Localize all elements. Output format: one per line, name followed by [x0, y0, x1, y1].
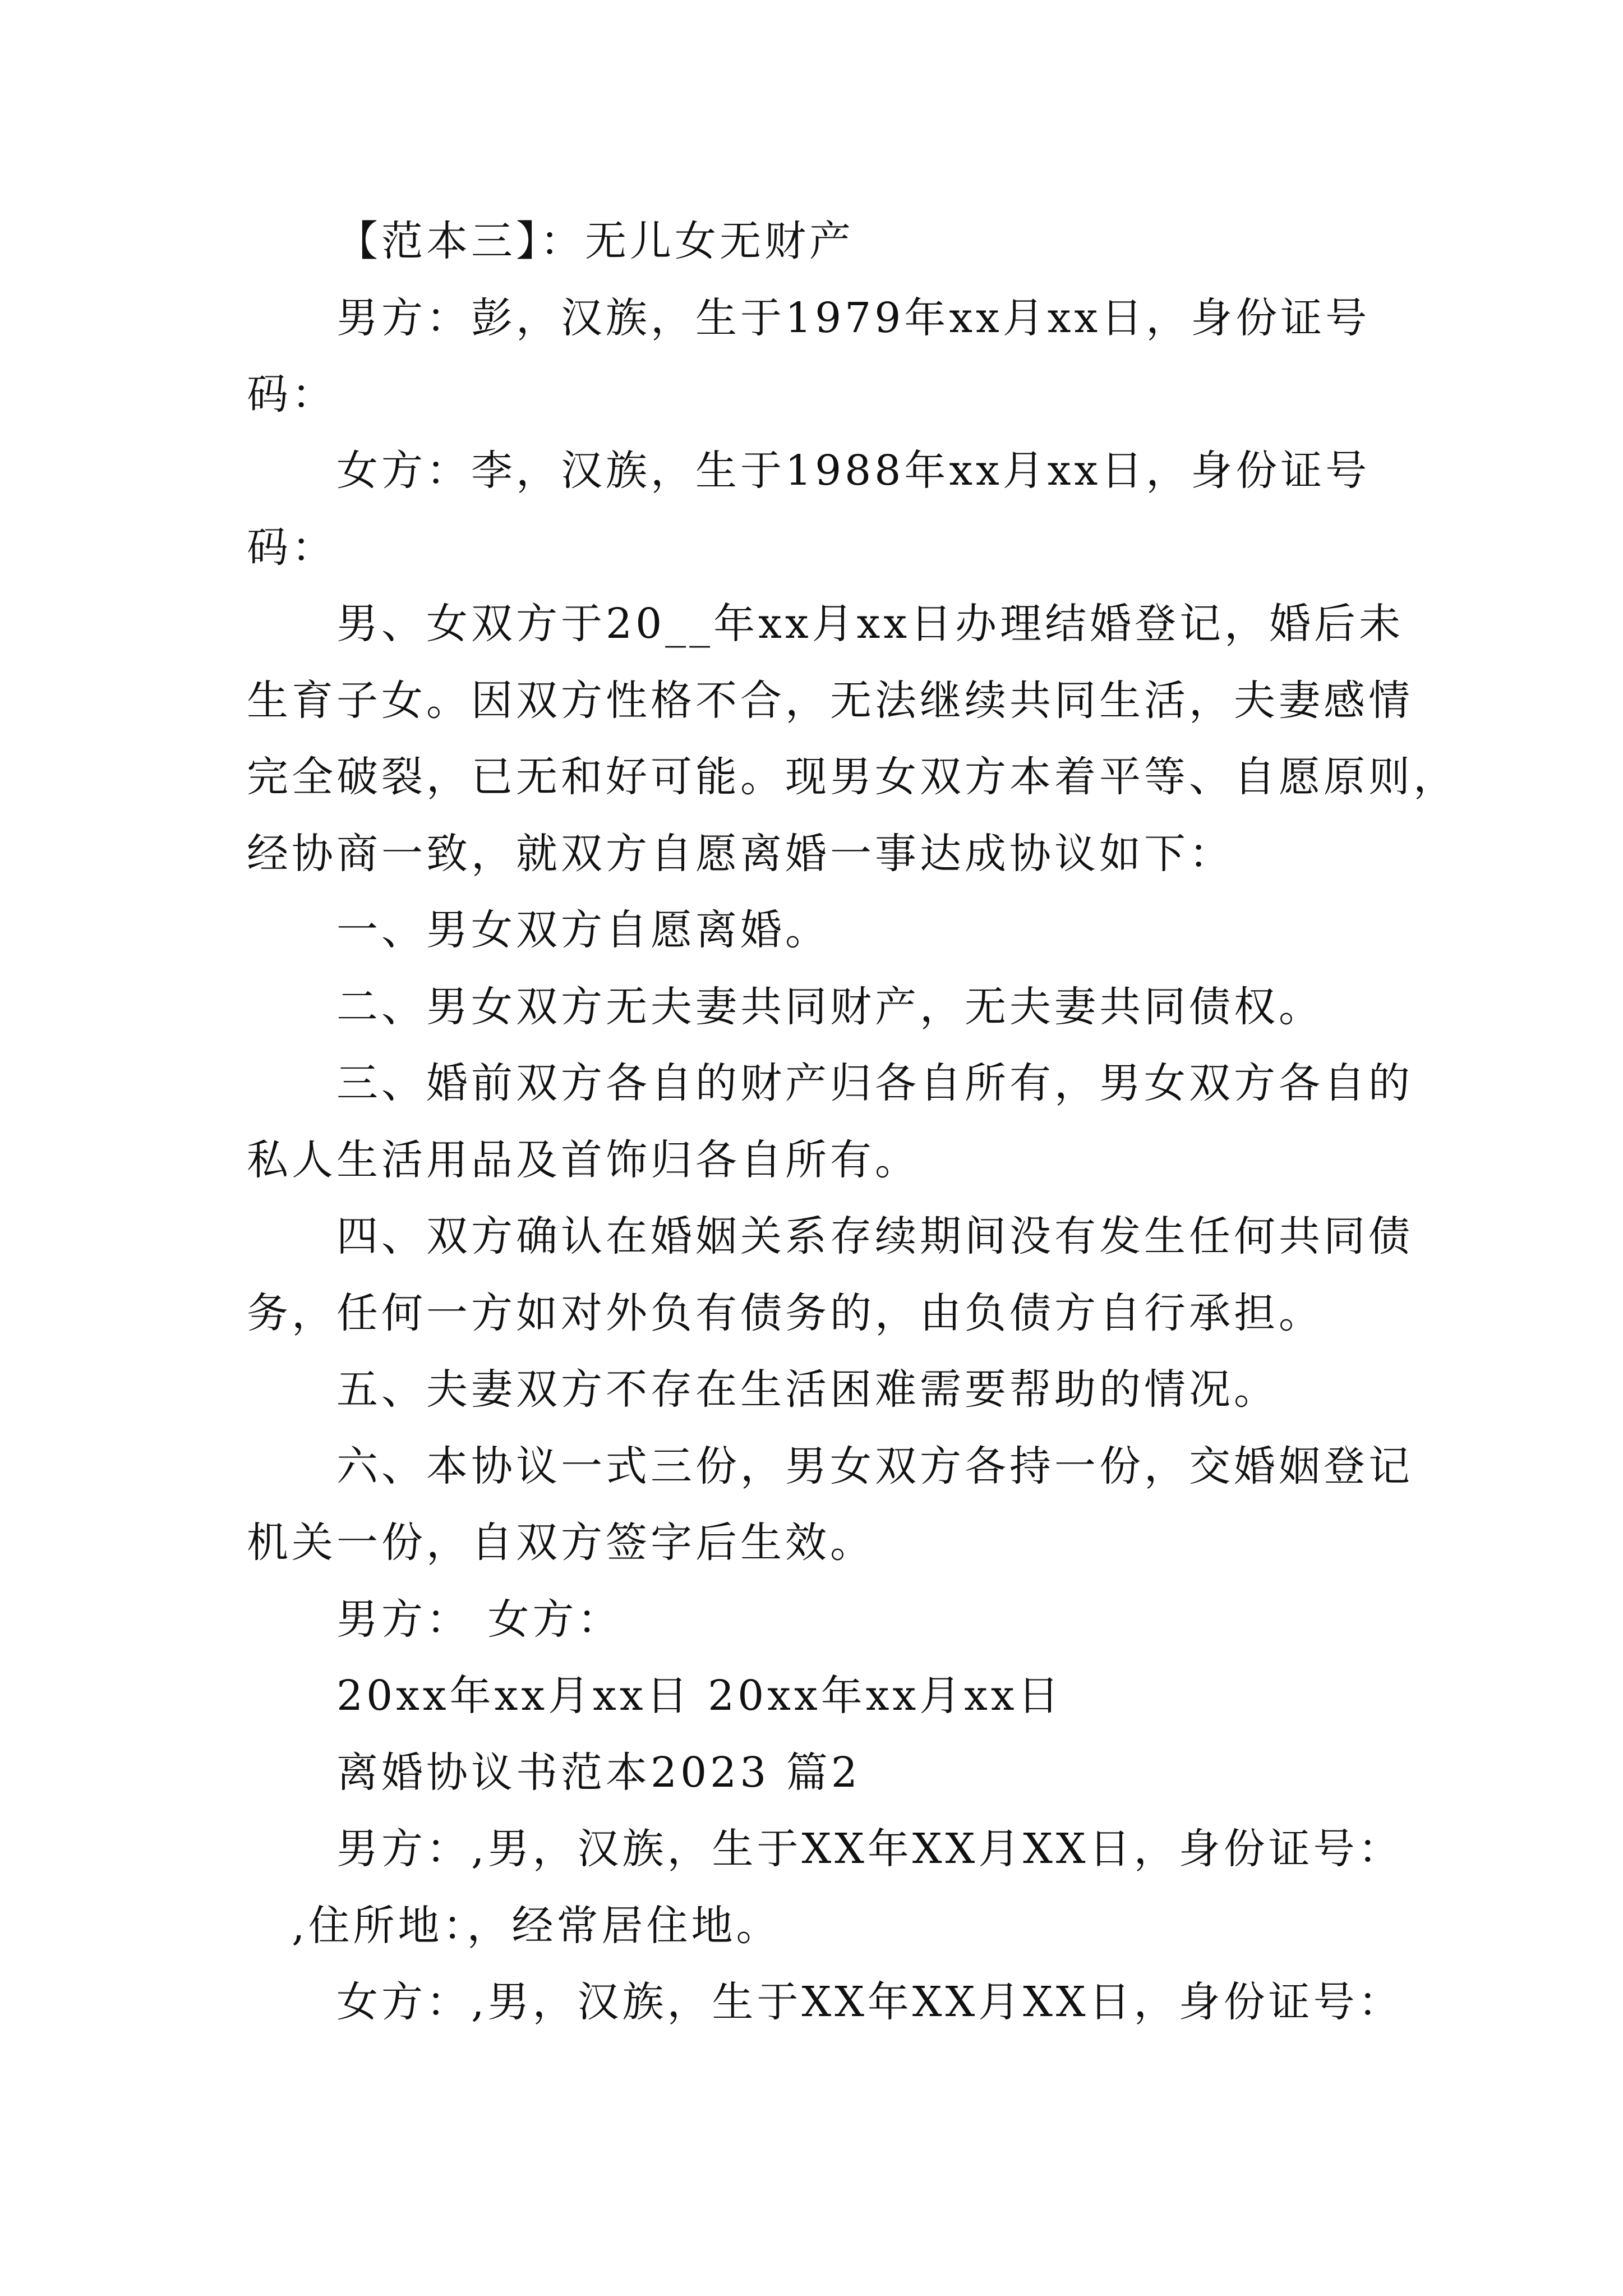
paragraph-line: 码： — [247, 370, 336, 418]
clause-line: 一、男女双方自愿离婚。 — [336, 906, 830, 954]
section-heading: 【范本三】：无儿女无财产 — [336, 217, 854, 265]
paragraph-line: 生育子女。因双方性格不合，无法继续共同生活，夫妻感情 — [247, 677, 1413, 725]
paragraph-line: 码： — [247, 523, 336, 572]
paragraph-line: 女方：李，汉族，生于1988年xx月xx日，身份证号 — [336, 447, 1371, 495]
paragraph-line: 女方：,男，汉族，生于XX年XX月XX日，身份证号： — [336, 1978, 1403, 2026]
signature-line: 男方： 女方： — [336, 1595, 623, 1644]
paragraph-line: 男方：,男，汉族，生于XX年XX月XX日，身份证号： — [336, 1825, 1403, 1873]
paragraph-line: 男、女双方于20__年xx月xx日办理结婚登记，婚后未 — [336, 600, 1404, 648]
clause-line: 三、婚前双方各自的财产归各自所有，男女双方各自的 — [336, 1059, 1413, 1107]
clause-line: 六、本协议一式三份，男女双方各持一份，交婚姻登记 — [336, 1442, 1413, 1490]
paragraph-line: 经协商一致，就双方自愿离婚一事达成协议如下： — [247, 830, 1234, 878]
date-line: 20xx年xx月xx日 20xx年xx月xx日 — [336, 1672, 1063, 1720]
clause-line: 二、男女双方无夫妻共同财产，无夫妻共同债权。 — [336, 983, 1324, 1031]
clause-line: 机关一份，自双方签字后生效。 — [247, 1519, 875, 1567]
paragraph-line: 完全破裂，已无和好可能。现男女双方本着平等、自愿原则， — [247, 753, 1458, 801]
paragraph-line: ,住所地：，经常居住地。 — [292, 1902, 781, 1950]
paragraph-line: 男方：彭，汉族，生于1979年xx月xx日，身份证号 — [336, 294, 1371, 342]
clause-line: 四、双方确认在婚姻关系存续期间没有发生任何共同债 — [336, 1212, 1413, 1260]
section-heading: 离婚协议书范本2023 篇2 — [336, 1749, 861, 1797]
clause-line: 私人生活用品及首饰归各自所有。 — [247, 1136, 920, 1184]
clause-line: 五、夫妻双方不存在生活困难需要帮助的情况。 — [336, 1365, 1279, 1414]
clause-line: 务，任何一方如对外负有债务的，由负债方自行承担。 — [247, 1289, 1324, 1337]
